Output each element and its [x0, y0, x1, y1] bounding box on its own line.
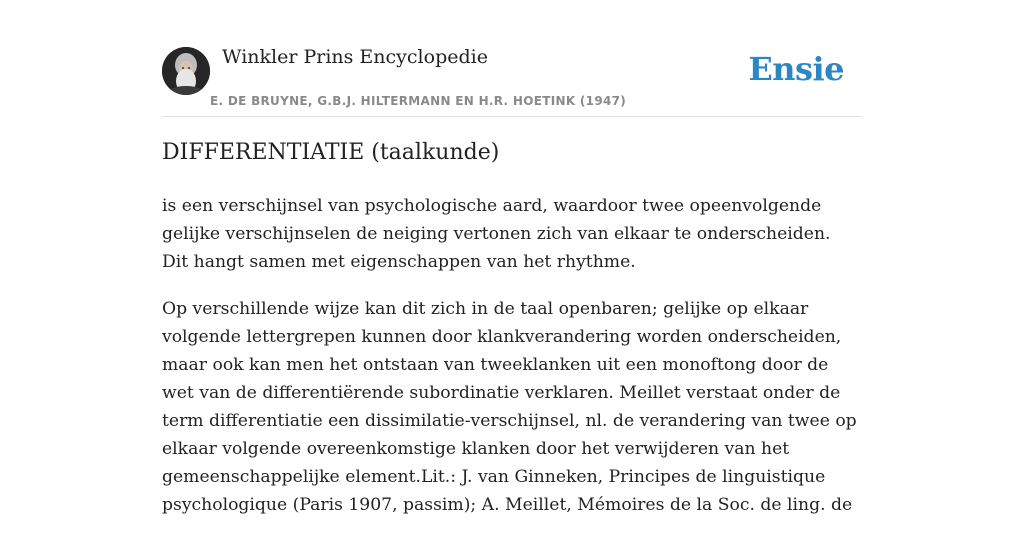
- article-body: [162, 192, 862, 538]
- article-paragraph: Op verschillende wijze kan dit zich in de taal openbaren; gelijke op elkaar volgende lettergrepen kunnen door klankverandering worden onderscheiden, maar ook kan men het ontstaan van tweeklanken uit een monoftong door de wet van de differentiërende subordinatie verklaren. Meillet verstaat onder de term differentiatie een dissimilatie-verschijnsel, nl. de verandering van twee op elkaar volgende overeenkomstige klanken door het verwijderen van het gemeenschappelijke element.Lit.: J. van Ginneken, Principes de linguistique psychologique (Paris 1907, passim); A. Meillet, Mémoires de la Soc. de ling. de: [162, 299, 857, 515]
- article-title: DIFFERENTIATIE (taalkunde): [162, 140, 500, 165]
- authors-line: E. DE BRUYNE, G.B.J. HILTERMANN EN H.R. HOETINK (1947): [210, 94, 627, 108]
- article-paragraph: is een verschijnsel van psychologische aard, waardoor twee opeenvolgende gelijke verschijnselen de neiging vertonen zich van elkaar te onderscheiden. Dit hangt samen met eigenschappen van het rhythme.: [162, 196, 831, 272]
- encyclopedia-title[interactable]: Winkler Prins Encyclopedie: [222, 46, 488, 68]
- page-container: [162, 0, 862, 515]
- author-portrait-icon[interactable]: [162, 47, 210, 95]
- header: [162, 0, 862, 117]
- ensie-logo[interactable]: Ensie: [748, 50, 844, 88]
